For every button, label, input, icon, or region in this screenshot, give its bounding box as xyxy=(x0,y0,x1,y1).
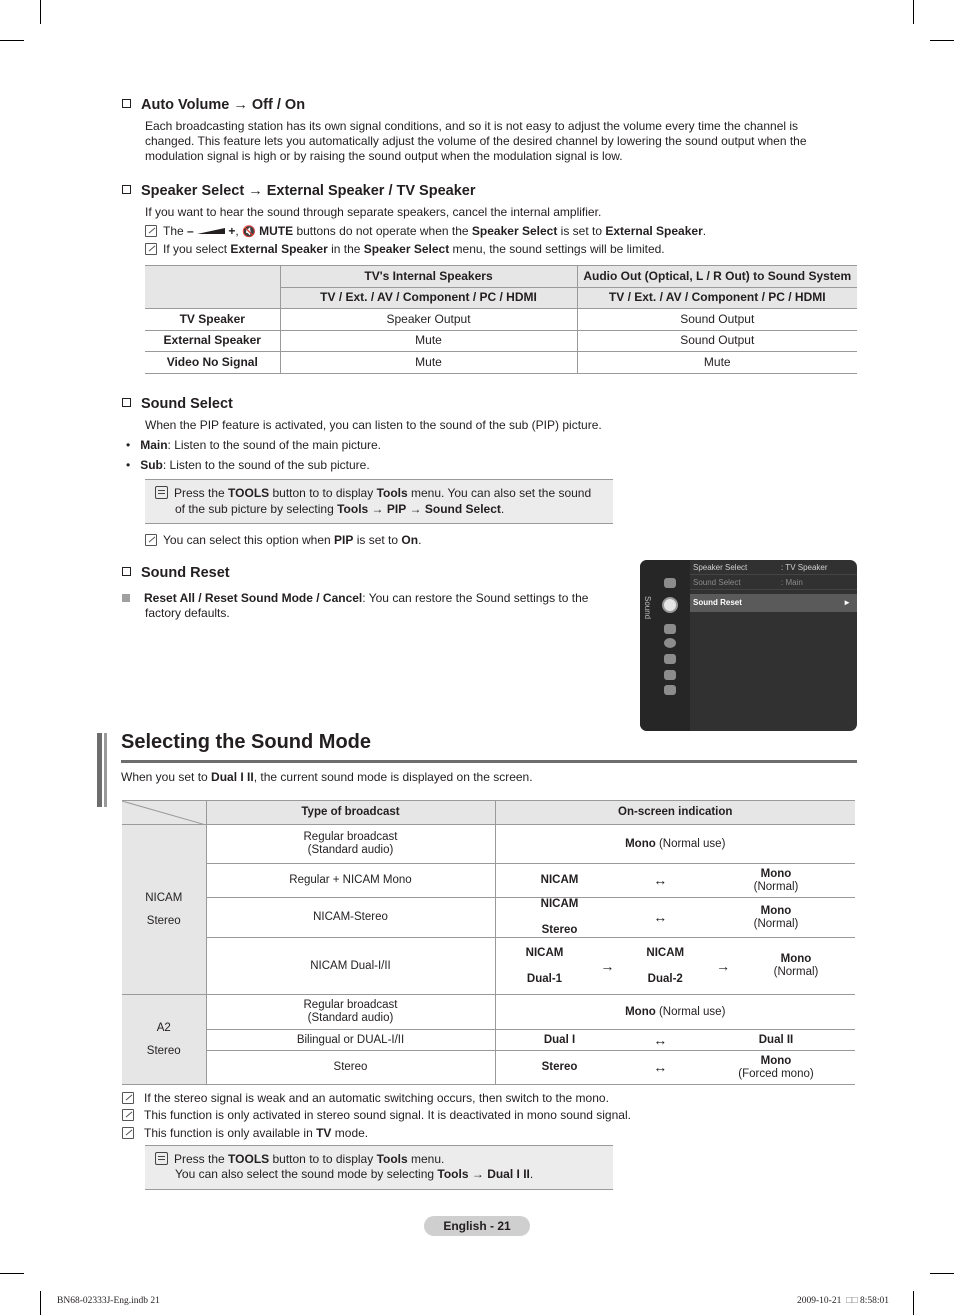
double-arrow-icon: ↔ xyxy=(653,1059,668,1075)
menu-side-label: Sound xyxy=(643,596,652,620)
speaker-select-note-1: The – +, 🔇 MUTE buttons do not operate when the Speaker Select is set to External Speaker. xyxy=(145,224,706,240)
broadcast-type: Regular broadcast (Standard audio) xyxy=(206,825,495,864)
table-header: Audio Out (Optical, L / R Out) to Sound System xyxy=(577,266,857,288)
setup-menu-icon xyxy=(664,638,676,648)
broadcast-type: Bilingual or DUAL-I/II xyxy=(206,1030,495,1051)
bullet-icon: • xyxy=(126,458,131,472)
table-row xyxy=(122,938,855,995)
application-menu-icon xyxy=(664,670,676,680)
menu-item-sound-reset[interactable]: Sound Reset ► xyxy=(690,594,857,612)
tools-icon xyxy=(155,486,168,499)
tools-icon xyxy=(155,1152,168,1165)
crop-mark xyxy=(913,0,914,24)
picture-menu-icon xyxy=(664,578,676,588)
table-corner-cell xyxy=(122,801,206,825)
sound-select-title: Sound Select xyxy=(122,395,233,413)
tv-sound-menu xyxy=(640,560,857,731)
sound-menu-icon xyxy=(662,597,678,613)
heading-rule xyxy=(121,760,857,763)
indication-cell: NICAM Dual-1 → NICAM Dual-2 → Mono (Normal) xyxy=(495,938,855,995)
checkbox-square-icon xyxy=(122,567,131,576)
bullet-sub: • Sub: Listen to the sound of the sub picture. xyxy=(126,458,370,472)
sound-reset-body: Reset All / Reset Sound Mode / Cancel: You can restore the Sound settings to the factory defaults. xyxy=(122,591,622,621)
arrow-right-icon: → xyxy=(600,957,615,974)
checkbox-square-icon xyxy=(122,99,131,108)
indication-cell: Mono (Normal use) xyxy=(495,995,855,1030)
sound-reset-title: Sound Reset xyxy=(122,564,230,582)
broadcast-type: Regular + NICAM Mono xyxy=(206,864,495,898)
page-number-badge: English - 21 xyxy=(424,1216,530,1236)
support-menu-icon xyxy=(664,685,676,695)
table-header: On-screen indication xyxy=(495,801,855,825)
speaker-select-body: If you want to hear the sound through separate speakers, cancel the internal amplifier. xyxy=(145,205,602,219)
table-subheader: TV / Ext. / AV / Component / PC / HDMI xyxy=(280,287,577,309)
table-cell: Sound Output xyxy=(577,330,857,352)
crop-mark xyxy=(40,0,41,24)
crop-mark xyxy=(40,1291,41,1315)
footer-filename: BN68-02333J-Eng.indb 21 xyxy=(57,1296,160,1306)
indication-cell: Stereo ↔ Mono (Forced mono) xyxy=(495,1051,855,1085)
table-row xyxy=(122,825,855,864)
heading-side-bar-thin xyxy=(104,733,107,807)
arrow-right-icon: → xyxy=(716,957,731,974)
menu-item-sound-select[interactable]: Sound Select : Main xyxy=(690,575,857,590)
crop-mark xyxy=(0,1273,24,1274)
diagonal-line xyxy=(122,801,206,825)
tools-tip-box: Press the TOOLS button to to display Tools menu. You can also select the sound mode by selecting Tools → Dual I II. xyxy=(145,1145,613,1190)
indication-cell: Mono (Normal use) xyxy=(495,825,855,864)
note-icon xyxy=(145,243,157,255)
auto-volume-body: Each broadcasting station has its own signal conditions, and so it is not easy to adjust the volume every time the channel is changed. This feature lets you automatically adjust the volume of the desired channel by lowering the sound output when the modulation signal is high or by raising the sound output when the modulation signal is low. xyxy=(145,119,807,163)
note-icon xyxy=(145,225,157,237)
table-header: TV's Internal Speakers xyxy=(280,266,577,288)
crop-mark xyxy=(913,1291,914,1315)
crop-mark xyxy=(0,40,24,41)
double-arrow-icon: ↔ xyxy=(653,1031,668,1048)
section-heading: Selecting the Sound Mode xyxy=(121,731,372,753)
table-row xyxy=(122,1030,855,1051)
table-cell: Mute xyxy=(280,330,577,352)
table-cell: Sound Output xyxy=(577,309,857,331)
speaker-select-title: Speaker Select → External Speaker / TV Speaker xyxy=(122,182,475,200)
input-menu-icon xyxy=(664,654,676,664)
heading-side-bar xyxy=(97,733,102,807)
table-subheader: TV / Ext. / AV / Component / PC / HDMI xyxy=(577,287,857,309)
auto-volume-title: Auto Volume → Off / On xyxy=(122,96,305,114)
indication-cell: NICAM Stereo ↔ Mono (Normal) xyxy=(495,898,855,938)
double-arrow-icon: ↔ xyxy=(653,872,668,888)
row-label: TV Speaker xyxy=(145,309,280,331)
crop-mark xyxy=(930,1273,954,1274)
broadcast-type: NICAM Dual-I/II xyxy=(206,938,495,995)
speaker-select-note-2: If you select External Speaker in the Speaker Select menu, the sound settings will be limited. xyxy=(145,242,665,257)
speaker-output-table xyxy=(145,265,857,374)
indication-cell: NICAM ↔ Mono (Normal) xyxy=(495,864,855,898)
table-row xyxy=(122,898,855,938)
sound-mode-note: This function is only available in TV mode. xyxy=(122,1126,368,1141)
mute-speaker-icon: 🔇 xyxy=(242,226,256,238)
footer-timestamp: 2009-10-21 □□ 8:58:01 xyxy=(797,1296,889,1306)
row-label: Video No Signal xyxy=(145,352,280,374)
gray-square-bullet-icon xyxy=(122,594,130,602)
menu-item-speaker-select[interactable]: Speaker Select : TV Speaker xyxy=(690,560,857,575)
table-row xyxy=(122,1051,855,1085)
broadcast-type: NICAM-Stereo xyxy=(206,898,495,938)
table-corner-cell xyxy=(145,266,280,309)
table-cell: Mute xyxy=(280,352,577,374)
table-cell: Mute xyxy=(577,352,857,374)
bullet-main: • Main: Listen to the sound of the main picture. xyxy=(126,438,382,452)
note-icon xyxy=(122,1092,134,1104)
checkbox-square-icon xyxy=(122,185,131,194)
group-label-a2: A2 Stereo xyxy=(122,995,206,1085)
volume-wedge-icon xyxy=(197,228,225,234)
table-row xyxy=(145,352,857,374)
indication-cell: Dual I ↔ Dual II xyxy=(495,1030,855,1051)
note-icon xyxy=(122,1127,134,1139)
row-label: External Speaker xyxy=(145,330,280,352)
sound-select-body: When the PIP feature is activated, you can listen to the sound of the sub (PIP) picture. xyxy=(145,418,602,432)
double-arrow-icon: ↔ xyxy=(653,909,668,925)
table-cell: Speaker Output xyxy=(280,309,577,331)
arrow-right-icon: ► xyxy=(843,598,851,607)
sound-mode-note: This function is only activated in stereo sound signal. It is deactivated in mono sound signal. xyxy=(122,1108,631,1123)
bullet-icon: • xyxy=(126,438,131,452)
table-row xyxy=(122,864,855,898)
table-row xyxy=(145,309,857,331)
crop-mark xyxy=(930,40,954,41)
group-label-nicam: NICAM Stereo xyxy=(122,825,206,995)
note-icon xyxy=(122,1109,134,1121)
broadcast-type: Stereo xyxy=(206,1051,495,1085)
sound-mode-table xyxy=(122,800,855,1085)
table-header: Type of broadcast xyxy=(206,801,495,825)
table-row xyxy=(145,330,857,352)
channel-menu-icon xyxy=(664,624,676,634)
checkbox-square-icon xyxy=(122,398,131,407)
sound-mode-note: If the stereo signal is weak and an automatic switching occurs, then switch to the mono. xyxy=(122,1091,609,1106)
table-row xyxy=(122,995,855,1030)
sound-select-note: You can select this option when PIP is set to On. xyxy=(145,533,421,548)
note-icon xyxy=(145,534,157,546)
tools-tip-box: Press the TOOLS button to to display Tools menu. You can also set the sound of the sub picture by selecting Tools → PIP → Sound Select. xyxy=(145,479,613,524)
broadcast-type: Regular broadcast (Standard audio) xyxy=(206,995,495,1030)
sound-mode-intro: When you set to Dual I II, the current sound mode is displayed on the screen. xyxy=(121,770,533,784)
